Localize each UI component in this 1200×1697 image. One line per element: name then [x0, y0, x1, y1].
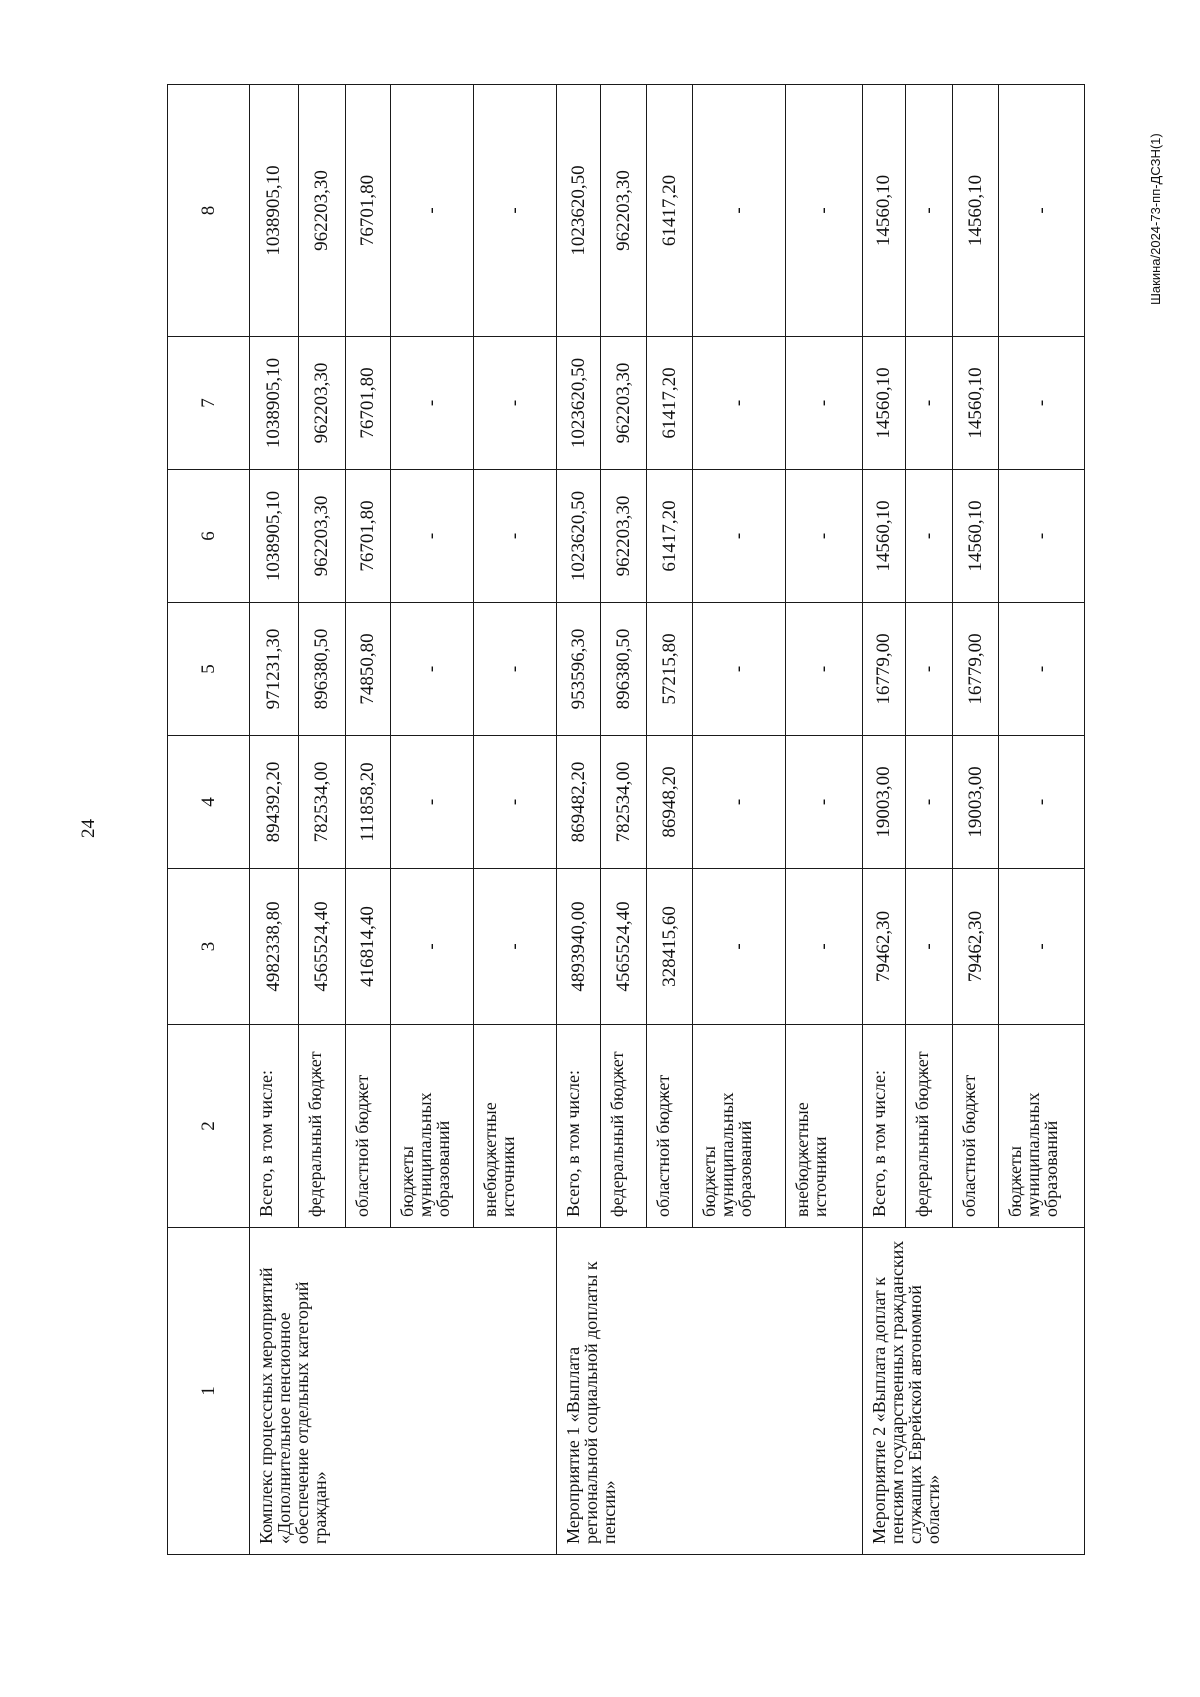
value-cell: 79462,30	[953, 869, 999, 1025]
group-title: Комплекс процессных мероприятий «Дополнительное пенсионное обеспечение отдельных категорий граждан»	[250, 1228, 557, 1555]
value-cell: -	[906, 470, 953, 603]
value-cell: -	[693, 85, 786, 337]
value-cell: -	[391, 337, 474, 470]
value-cell: -	[474, 470, 557, 603]
value-cell: 14560,10	[863, 470, 906, 603]
value-cell: -	[999, 736, 1085, 869]
value-cell: -	[999, 470, 1085, 603]
value-cell: -	[693, 470, 786, 603]
value-cell: 4565524,40	[601, 869, 647, 1025]
table-row	[863, 85, 906, 1555]
funding-source: федеральный бюджет	[299, 1025, 346, 1228]
funding-source: Всего, в том числе:	[250, 1025, 299, 1228]
value-cell: 76701,80	[346, 85, 391, 337]
value-cell: 14560,10	[863, 337, 906, 470]
value-cell: 1023620,50	[557, 337, 601, 470]
value-cell: 328415,60	[647, 869, 693, 1025]
group-title: Мероприятие 2 «Выплата доплат к пенсиям государственных гражданских служащих Еврейской автономной области»	[863, 1228, 1085, 1555]
value-cell: -	[391, 736, 474, 869]
column-header: 2	[168, 1025, 250, 1228]
value-cell: -	[474, 869, 557, 1025]
value-cell: -	[693, 736, 786, 869]
value-cell: -	[906, 85, 953, 337]
value-cell: 782534,00	[299, 736, 346, 869]
value-cell: 86948,20	[647, 736, 693, 869]
value-cell: 962203,30	[601, 337, 647, 470]
value-cell: -	[693, 337, 786, 470]
value-cell: 61417,20	[647, 470, 693, 603]
value-cell: 61417,20	[647, 337, 693, 470]
value-cell: 894392,20	[250, 736, 299, 869]
value-cell: 14560,10	[953, 85, 999, 337]
value-cell: -	[474, 736, 557, 869]
value-cell: 971231,30	[250, 603, 299, 736]
column-header: 3	[168, 869, 250, 1025]
value-cell: 962203,30	[299, 337, 346, 470]
value-cell: -	[786, 736, 863, 869]
funding-source: федеральный бюджет	[601, 1025, 647, 1228]
value-cell: 896380,50	[601, 603, 647, 736]
funding-source: бюджеты муниципальных образований	[693, 1025, 786, 1228]
value-cell: 1038905,10	[250, 470, 299, 603]
value-cell: 416814,40	[346, 869, 391, 1025]
value-cell: 962203,30	[601, 470, 647, 603]
value-cell: 16779,00	[863, 603, 906, 736]
column-header: 4	[168, 736, 250, 869]
value-cell: -	[391, 85, 474, 337]
value-cell: -	[786, 869, 863, 1025]
value-cell: 61417,20	[647, 85, 693, 337]
value-cell: -	[999, 337, 1085, 470]
column-header: 8	[168, 85, 250, 337]
column-header: 1	[168, 1228, 250, 1555]
value-cell: 14560,10	[953, 337, 999, 470]
value-cell: -	[391, 603, 474, 736]
value-cell: 4565524,40	[299, 869, 346, 1025]
value-cell: -	[474, 85, 557, 337]
value-cell: -	[906, 603, 953, 736]
value-cell: 962203,30	[299, 85, 346, 337]
value-cell: -	[786, 85, 863, 337]
value-cell: -	[999, 869, 1085, 1025]
value-cell: -	[906, 736, 953, 869]
page-number: 24	[78, 819, 99, 838]
funding-source: федеральный бюджет	[906, 1025, 953, 1228]
rotated-page	[167, 85, 1082, 1555]
value-cell: 76701,80	[346, 337, 391, 470]
group-title: Мероприятие 1 «Выплата региональной социальной доплаты к пенсии»	[557, 1228, 863, 1555]
funding-source: областной бюджет	[647, 1025, 693, 1228]
funding-source: внебюджетные источники	[474, 1025, 557, 1228]
header-row	[168, 85, 250, 1555]
table-row	[250, 85, 299, 1555]
value-cell: -	[999, 603, 1085, 736]
column-header: 7	[168, 337, 250, 470]
funding-source: бюджеты муниципальных образований	[391, 1025, 474, 1228]
value-cell: 782534,00	[601, 736, 647, 869]
value-cell: 76701,80	[346, 470, 391, 603]
value-cell: -	[391, 470, 474, 603]
value-cell: 869482,20	[557, 736, 601, 869]
value-cell: -	[786, 603, 863, 736]
value-cell: -	[391, 869, 474, 1025]
funding-table	[167, 84, 1085, 1555]
value-cell: 4982338,80	[250, 869, 299, 1025]
column-header: 6	[168, 470, 250, 603]
funding-source: внебюджетные источники	[786, 1025, 863, 1228]
funding-source: областной бюджет	[346, 1025, 391, 1228]
value-cell: -	[906, 869, 953, 1025]
value-cell: 896380,50	[299, 603, 346, 736]
funding-source: Всего, в том числе:	[863, 1025, 906, 1228]
value-cell: 74850,80	[346, 603, 391, 736]
value-cell: 19003,00	[953, 736, 999, 869]
value-cell: 962203,30	[299, 470, 346, 603]
value-cell: 111858,20	[346, 736, 391, 869]
funding-source: бюджеты муниципальных образований	[999, 1025, 1085, 1228]
value-cell: 1038905,10	[250, 337, 299, 470]
column-header: 5	[168, 603, 250, 736]
document-code: Шакина/2024-73-пп-ДСЗН(1)	[1148, 133, 1163, 305]
value-cell: -	[999, 85, 1085, 337]
value-cell: -	[786, 337, 863, 470]
value-cell: 1023620,50	[557, 85, 601, 337]
value-cell: 14560,10	[953, 470, 999, 603]
value-cell: -	[693, 869, 786, 1025]
funding-source: Всего, в том числе:	[557, 1025, 601, 1228]
value-cell: 953596,30	[557, 603, 601, 736]
value-cell: 57215,80	[647, 603, 693, 736]
value-cell: -	[693, 603, 786, 736]
value-cell: -	[474, 337, 557, 470]
value-cell: -	[906, 337, 953, 470]
value-cell: 14560,10	[863, 85, 906, 337]
value-cell: 79462,30	[863, 869, 906, 1025]
value-cell: 1038905,10	[250, 85, 299, 337]
value-cell: 16779,00	[953, 603, 999, 736]
value-cell: -	[786, 470, 863, 603]
funding-source: областной бюджет	[953, 1025, 999, 1228]
value-cell: 962203,30	[601, 85, 647, 337]
table-row	[557, 85, 601, 1555]
value-cell: -	[474, 603, 557, 736]
value-cell: 4893940,00	[557, 869, 601, 1025]
value-cell: 19003,00	[863, 736, 906, 869]
value-cell: 1023620,50	[557, 470, 601, 603]
